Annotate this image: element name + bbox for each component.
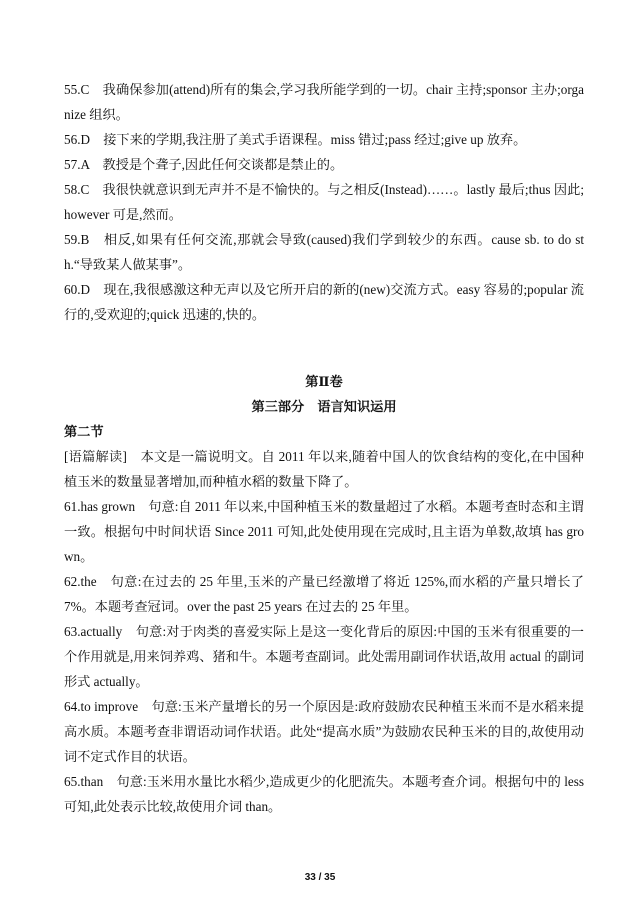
answer-55: 55.C 我确保参加(attend)所有的集会,学习我所能学到的一切。chair 主持;sponsor 主办;organize 组织。 [64,82,584,122]
part-title: 第三部分 语言知识运用 [251,399,397,414]
answer-65: 65.than 句意:玉米用水量比水稻少,造成更少的化肥流失。本题考查介词。根据句中的 less 可知,此处表示比较,故使用介词 than。 [64,774,584,814]
answer-57: 57.A 教授是个聋子,因此任何交谈都是禁止的。 [64,157,344,172]
answer-64: 64.to improve 句意:玉米产量增长的另一个原因是:政府鼓励农民种植玉米而不是水稻来提高水质。本题考查非谓语动词作状语。此处“提高水质”为鼓励农民种玉米的目的,故使用动词不定式作目的状语。 [64,699,584,764]
page-number: 33 / 35 [304,872,336,883]
page-content [64,77,584,819]
section-title: 第二节 [64,424,104,439]
passage-analysis: [语篇解读] 本文是一篇说明文。自 2011 年以来,随着中国人的饮食结构的变化,在中国种植玉米的数量显著增加,而种植水稻的数量下降了。 [64,449,584,489]
spacer [64,327,584,369]
answer-59: 59.B 相反,如果有任何交流,那就会导致(caused)我们学到较少的东西。cause sb. to do sth.“导致某人做某事”。 [64,232,584,272]
answer-60: 60.D 现在,我很感激这种无声以及它所开启的新的(new)交流方式。easy 容易的;popular 流行的,受欢迎的;quick 迅速的,快的。 [64,282,584,322]
answer-62: 62.the 句意:在过去的 25 年里,玉米的产量已经激增了将近 125%,而水稻的产量只增长了 7%。本题考查冠词。over the past 25 years 在过去的 25 年里。 [64,574,584,614]
answer-56: 56.D 接下来的学期,我注册了美式手语课程。miss 错过;pass 经过;give up 放弃。 [64,132,527,147]
answer-61: 61.has grown 句意:自 2011 年以来,中国种植玉米的数量超过了水稻。本题考查时态和主谓一致。根据句中时间状语 Since 2011 可知,此处使用现在完成时,且主语为单数,故填 has grown。 [64,499,584,564]
answer-58: 58.C 我很快就意识到无声并不是不愉快的。与之相反(Instead)……。lastly 最后;thus 因此;however 可是,然而。 [64,182,584,222]
volume-title: 第Ⅱ卷 [305,374,343,389]
answer-63: 63.actually 句意:对于肉类的喜爱实际上是这一变化背后的原因:中国的玉米有很重要的一个作用就是,用来饲养鸡、猪和牛。本题考查副词。此处需用副词作状语,故用 actual 的副词形式 actually。 [64,624,584,689]
